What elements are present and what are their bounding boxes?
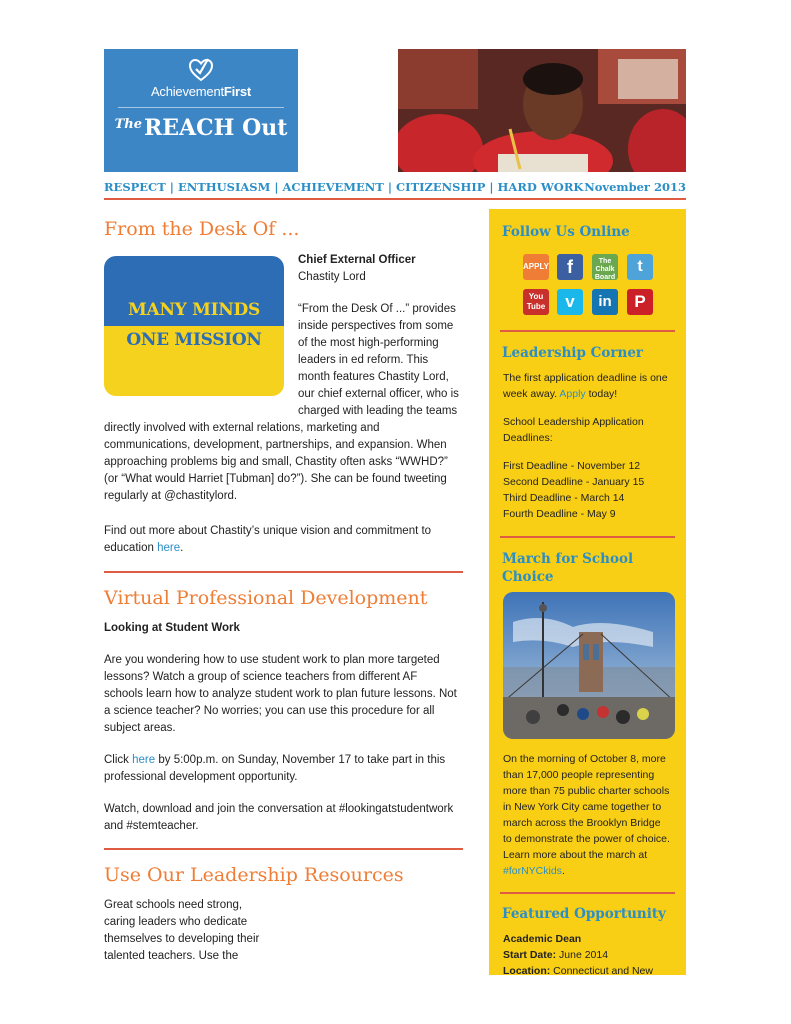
start-date-value: June 2014 <box>556 949 609 961</box>
march-hashtag-suffix: . <box>561 865 565 877</box>
vpd-para1-line: schools learn how to analyze student work to plan future lessons. Not <box>104 688 457 700</box>
vpd-para2-suffix: by 5:00p.m. on Sunday, November 17 to take part in this <box>155 754 446 766</box>
leadership-text-line-1: The first application deadline is one <box>503 372 668 384</box>
desk-intro-line: of the most high-performing <box>298 337 439 349</box>
resources-line: themselves to developing their <box>104 933 260 945</box>
logo-divider <box>118 107 284 108</box>
vpd-section-title: Virtual Professional Development <box>104 587 428 609</box>
deadline-item: Second Deadline - January 15 <box>503 476 645 488</box>
start-date-label: Start Date: <box>503 949 557 961</box>
org-name <box>104 84 298 99</box>
march-text-line: march across the Brooklyn Bridge <box>503 817 661 829</box>
leadership-corner-title: Leadership Corner <box>502 345 644 361</box>
newsletter-name-the: The <box>114 117 142 132</box>
featured-location <box>503 964 678 979</box>
march-text-line: to demonstrate the power of choice. <box>503 833 670 845</box>
desk-more-line: Find out more about Chastity’s unique vision and commitment to <box>104 525 432 537</box>
badge-line-1: MANY MINDS <box>128 300 260 320</box>
vimeo-icon[interactable]: v <box>557 289 583 315</box>
resources-section-title: Use Our Leadership Resources <box>104 864 404 886</box>
location-label: Location: <box>503 965 551 977</box>
featured-start-date <box>503 948 678 963</box>
deadline-item: Fourth Deadline - May 9 <box>503 508 616 520</box>
desk-intro-line: leaders in ed reform. This <box>298 354 429 366</box>
values-banner <box>104 177 686 199</box>
march-title-line-1: March for School <box>502 551 634 567</box>
newsletter-name-main: REACH Out <box>144 115 288 141</box>
deadline-item: First Deadline - November 12 <box>503 460 641 472</box>
march-hashtag-line <box>503 864 678 879</box>
twitter-icon[interactable]: t <box>627 254 653 280</box>
resources-line: caring leaders who dedicate <box>104 916 248 928</box>
issue-date: November 2013 <box>584 180 686 194</box>
march-text-line: than 17,000 people representing <box>503 769 655 781</box>
leadership-suffix: today! <box>585 388 618 400</box>
vpd-para1-line: subject areas. <box>104 722 176 734</box>
linkedin-icon[interactable]: in <box>592 289 618 315</box>
header-photo-student-writing <box>398 49 686 172</box>
desk-more-prefix: education <box>104 542 158 554</box>
deadlines-label: Deadlines: <box>503 432 553 444</box>
leadership-text-line-2 <box>503 387 678 402</box>
desk-more-line-2 <box>104 540 183 556</box>
vpd-para2-line-2: professional development opportunity. <box>104 771 298 783</box>
chalkboard-icon[interactable]: The Chalk Board <box>592 254 618 280</box>
core-values: RESPECT | ENTHUSIASM | ACHIEVEMENT | CITIZENSHIP | HARD WORK <box>104 180 584 194</box>
march-text-line: in New York City came together to <box>503 801 662 813</box>
leadership-prefix: week away. <box>503 388 560 400</box>
many-minds-one-mission-badge <box>104 256 284 396</box>
newsletter-logo <box>104 49 298 172</box>
desk-intro-line: “From the Desk Of ...” provides <box>298 303 456 315</box>
resources-line: Great schools need strong, <box>104 899 243 911</box>
desk-section-title: From the Desk Of ... <box>104 218 300 240</box>
fornyckids-link[interactable]: #forNYCkids <box>503 865 562 877</box>
header-divider <box>104 198 686 200</box>
desk-body-line: directly involved with external relations, marketing and <box>104 422 380 434</box>
resources-line: talented teachers. Use the <box>104 950 239 962</box>
vpd-para1-line: lessons? Watch a group of science teachers from different AF <box>104 671 418 683</box>
desk-intro-line: month features Chastity Lord, <box>298 371 449 383</box>
desk-body-line: approaching problems big and small, Chastity often asks “WWHD?” <box>104 456 448 468</box>
vpd-para1-line: a science teacher? No worries; you can use this procedure for all <box>104 705 435 717</box>
section-divider <box>104 571 463 573</box>
student-photo-illustration <box>398 49 686 172</box>
featured-opportunity-title: Featured Opportunity <box>502 906 666 922</box>
vpd-para3-line-1: Watch, download and join the conversation at #lookingatstudentwork <box>104 803 454 815</box>
desk-more-suffix: . <box>180 542 184 554</box>
desk-intro-line: our chief external officer, who is <box>298 388 459 400</box>
march-text-line: On the morning of October 8, more <box>503 753 666 765</box>
vpd-here-link[interactable]: here <box>132 754 156 766</box>
featured-role: Academic Dean <box>503 933 582 945</box>
desk-intro-line: inside perspectives from some <box>298 320 454 332</box>
desk-body-line: regularly at @chastitylord. <box>104 490 238 502</box>
section-divider <box>104 848 463 850</box>
march-text-line: Learn more about the march at <box>503 849 648 861</box>
march-title-line-2: Choice <box>502 569 554 585</box>
vpd-para2-line-1 <box>104 752 445 768</box>
vpd-para3-line-2: and #stemteacher. <box>104 820 199 832</box>
pinterest-icon[interactable]: P <box>627 289 653 315</box>
apply-icon[interactable]: APPLY <box>523 254 549 280</box>
apply-link[interactable]: Apply <box>559 388 586 400</box>
vpd-para2-prefix: Click <box>104 754 133 766</box>
org-name-bold: First <box>223 84 252 99</box>
newsletter-name <box>104 115 298 141</box>
deadline-item: Third Deadline - March 14 <box>503 492 625 504</box>
desk-body-line: (or “What would Harriet [Tubman] do?”). She can be found tweeting <box>104 473 447 485</box>
vpd-para1-line: Are you wondering how to use student work to plan more targeted <box>104 654 440 666</box>
youtube-icon[interactable]: You Tube <box>523 289 549 315</box>
badge-line-2: ONE MISSION <box>126 330 262 350</box>
sidebar-divider <box>500 330 675 332</box>
brooklyn-bridge-march-photo <box>503 592 675 739</box>
follow-us-title: Follow Us Online <box>502 224 630 240</box>
march-text-line: more than 75 public charter schools <box>503 785 670 797</box>
location-value: Connecticut and New <box>550 965 653 977</box>
org-name-light: Achievement <box>150 84 224 99</box>
vpd-subtitle: Looking at Student Work <box>104 622 240 634</box>
sidebar-divider <box>500 536 675 538</box>
heart-check-icon <box>188 57 214 83</box>
school-leadership-application-link[interactable]: School Leadership Application <box>503 416 644 428</box>
bridge-photo-illustration <box>503 592 675 739</box>
desk-role: Chief External Officer <box>298 254 416 266</box>
desk-intro-line: charged with leading the teams <box>298 405 458 417</box>
desk-here-link[interactable]: here <box>157 542 181 554</box>
desk-person: Chastity Lord <box>298 271 366 283</box>
sidebar-divider <box>500 892 675 894</box>
desk-body-line: communications, development, partnerships, and expansion. When <box>104 439 447 451</box>
facebook-icon[interactable]: f <box>557 254 583 280</box>
